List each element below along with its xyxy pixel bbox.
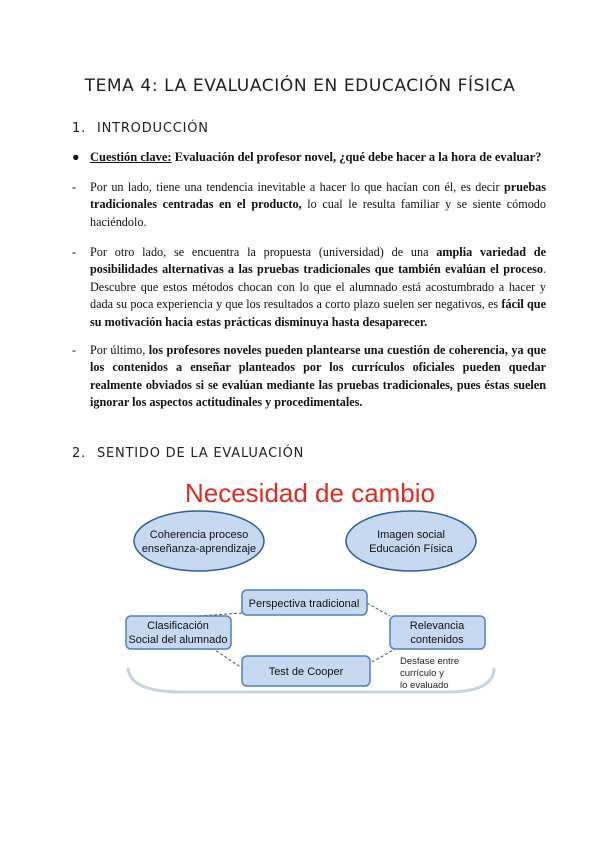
note-line-3: lo evaluado [400,680,449,691]
box-relevancia-line-1: Relevancia [409,620,465,632]
paragraph-1-text: Por un lado, tiene una tendencia inevitable a hacer lo que hacían con él, es decir [90,180,504,194]
connector-line [212,648,242,668]
paragraph-3-text: Por último, [90,343,149,357]
oval-coherencia-line-2: enseñanza-aprendizaje [141,543,257,555]
dash-marker: - [72,245,77,259]
box-relevancia-line-2: contenidos [410,634,464,646]
oval-imagen-social [346,511,476,571]
paragraph-2-text: Por otro lado, se encuentra la propuesta (universidad) de una [90,245,437,259]
bullet-dot-icon: ● [72,150,80,164]
paragraph-2-bold: amplia variedad de posibilidades alternativas a las pruebas tradicionales que también evalúan el proceso [90,245,546,277]
connector-line [372,648,397,662]
paragraph-1 [90,179,546,231]
section-number: 1. [72,121,87,136]
box-test-cooper-label: Test de Cooper [268,666,344,678]
paragraph-2-bold-end: fácil que su motivación hacia estas prácticas disminuya hasta desaparecer. [90,297,546,329]
necesidad-cambio-diagram [122,470,502,695]
section-label: SENTIDO DE LA EVALUACIÓN [96,446,305,461]
section-heading-sentido [72,446,304,461]
key-question-body: Evaluación del profesor novel, ¿qué debe hacer a la hora de evaluar? [171,150,542,164]
oval-coherencia-line-1: Coherencia proceso [149,529,249,541]
key-question-text [90,150,541,165]
section-label: INTRODUCCIÓN [96,121,209,136]
oval-coherencia [134,511,264,571]
note-line-2: currículo y [400,668,444,679]
connector-line [367,603,390,616]
oval-imagen-line-1: Imagen social [377,529,445,541]
paragraph-2 [90,244,546,331]
paragraph-3-bold: los profesores noveles pueden plantearse una cuestión de coherencia, ya que los contenidos a enseñar planteados por los currículos oficiales pueden quedar realmente obviados si se evalúan mediante las pruebas tradicionales, pues éstas suelen ignorar los aspectos actitudinales y procedimentales. [90,343,546,410]
box-clasificacion-line-2: Social del alumnado [128,634,228,646]
paragraph-1-bold: pruebas tradicionales centradas en el producto, [90,180,546,212]
paragraph-3 [90,342,546,412]
document-title: TEMA 4: LA EVALUACIÓN EN EDUCACIÓN FÍSICA [84,76,516,96]
box-perspectiva-label: Perspectiva tradicional [248,598,360,610]
diagram-heading: Necesidad de cambio [184,478,436,508]
key-question-lead: Cuestión clave: [90,150,172,164]
paragraph-2-text-mid: . Descubre que estos métodos chocan con lo que el alumnado está acostumbrado a hacer y dada su poca experiencia y que los resultados a corto plazo suelen ser negativos, es [90,262,546,312]
section-heading-introduction [72,121,209,136]
note-line-1: Desfase entre [400,656,460,667]
dash-marker: - [72,180,77,194]
paragraph-1-text-end: lo cual le resulta familiar y se siente cómodo haciéndolo. [90,197,546,229]
box-clasificacion-line-1: Clasificación [147,620,209,632]
section-number: 2. [72,446,87,461]
oval-imagen-line-2: Educación Física [369,543,453,555]
dash-marker: - [72,343,77,357]
